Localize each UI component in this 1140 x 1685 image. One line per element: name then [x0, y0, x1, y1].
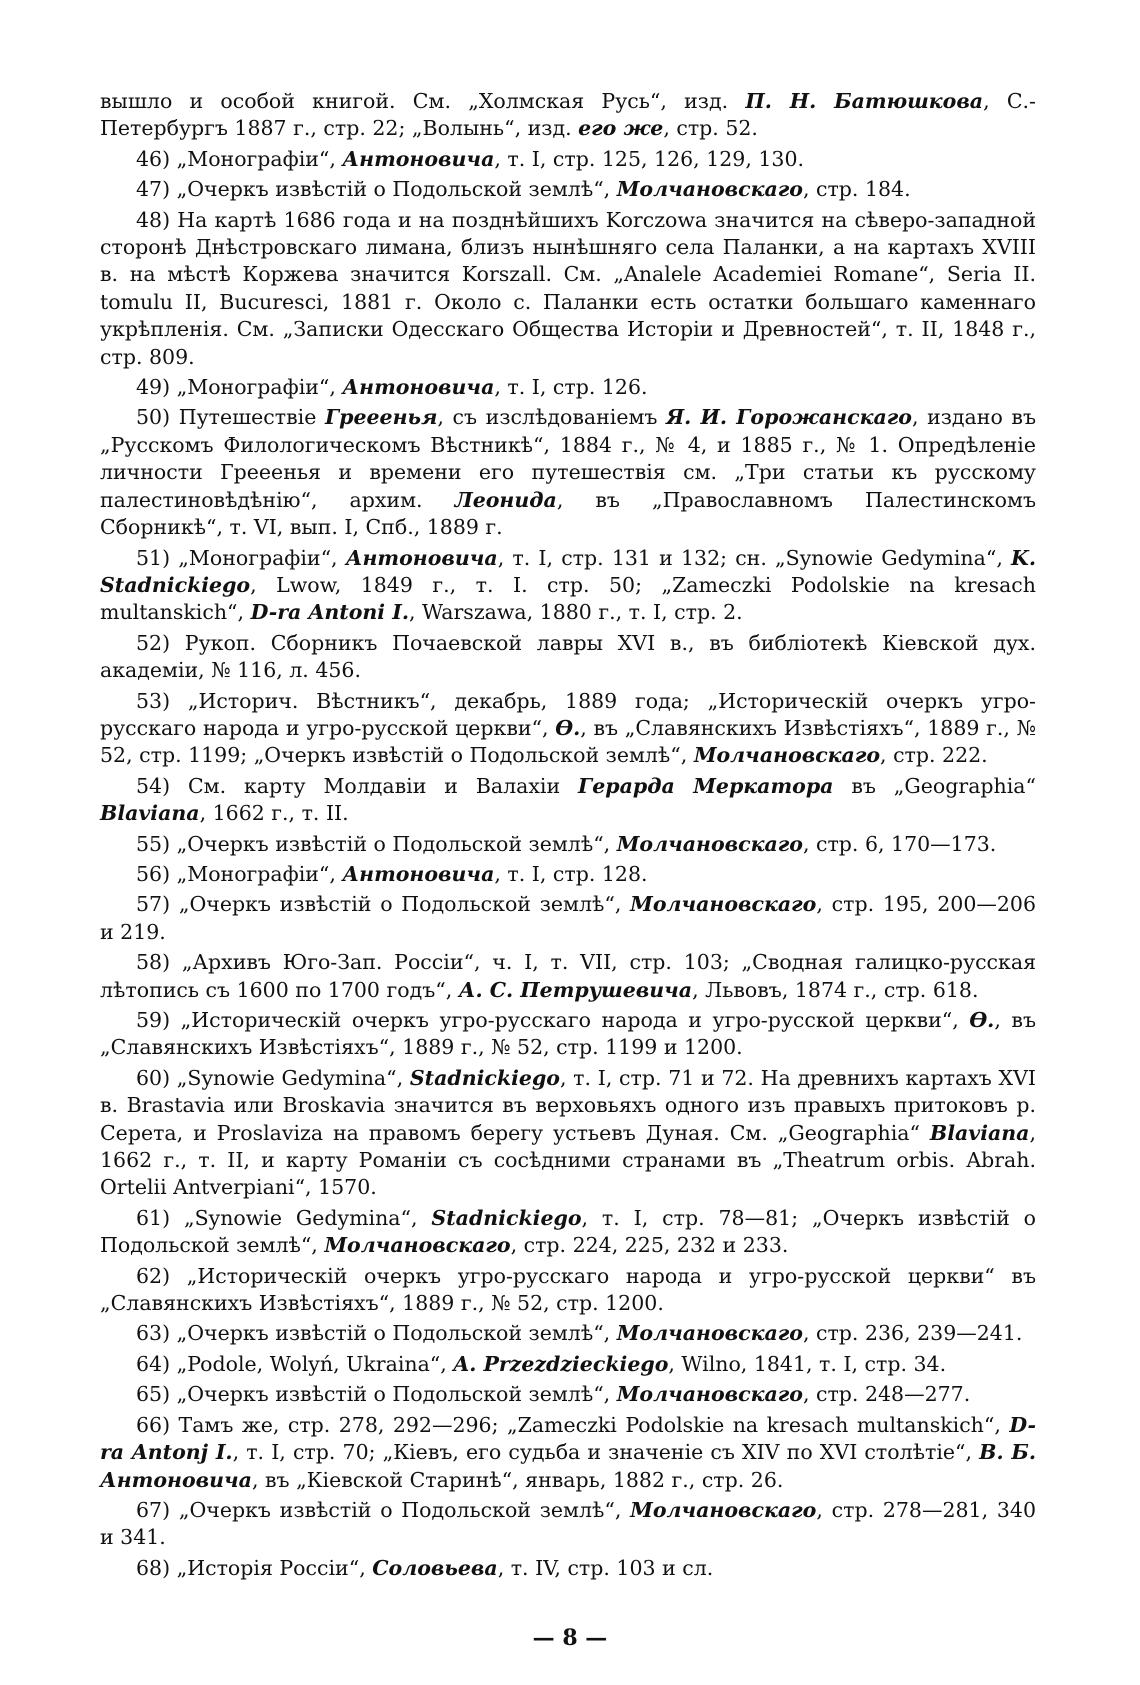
footnote: вышло и особой книгой. См. „Холмская Русь“, изд. П. Н. Батюшкова, С.-Петербургъ 1887 г., стр. 22; „Волынь“, изд. его же, стр. 52.: [100, 89, 1036, 141]
footnote: 61) „Synowie Gedymina“, Stadnickiego, т. I, стр. 78—81; „Очеркъ извѣстiй о Подольской землѣ“, Молчановскаго, стр. 224, 225, 232 и 233.: [100, 1205, 1036, 1258]
footnote: 50) Путешествiе Грееенья, съ изслѣдованiемъ Я. И. Горожанскаго, издано въ „Русскомъ Филологическомъ Вѣстникѣ“, 1884 г., № 4, и 1885 г., № 1. Опредѣленiе личности Грееенья и времени его путешествiя см. „Три статьи къ русскому палестиновѣдѣнiю“, архим. Леонида, въ „Православномъ Палестинскомъ Сборникѣ“, т. VI, вып. I, Спб., 1889 г.: [100, 405, 1037, 540]
footnote: 55) „Очеркъ извѣстiй о Подольской землѣ“, Молчановскаго, стр. 6, 170—173.: [136, 831, 997, 856]
footnote: 63) „Очеркъ извѣстiй о Подольской землѣ“, Молчановскаго, стр. 236, 239—241.: [136, 1321, 1023, 1346]
footnote: 66) Тамъ же, стр. 278, 292—296; „Zameczki Podolskie na kresach multanskich“, D-ra Antonj I., т. I, стр. 70; „Кiевъ, его судьба и значенiе съ XIV по XVI столѣтiе“, В. Б. Антоновича, въ „Кiевской Старинѣ“, январь, 1882 г., стр. 26.: [100, 1412, 1036, 1492]
footnote: 59) „Историческiй очеркъ угро-русскаго народа и угро-русской церкви“, Ѳ., въ „Славянскихъ Извѣстiяхъ“, 1889 г., № 52, стр. 1199 и 1200.: [100, 1008, 1036, 1060]
footnote: 58) „Архивъ Юго-Зап. Россiи“, ч. I, т. VII, стр. 103; „Сводная галицко-русская лѣтопись съ 1600 по 1700 годъ“, А. С. Петрушевича, Львовъ, 1874 г., стр. 618.: [100, 950, 1036, 1002]
footnote: 56) „Монографiи“, Антоновича, т. I, стр. 128.: [136, 861, 648, 886]
footnotes-list: [100, 88, 1036, 1582]
footnote: 64) „Podole, Wolyń, Ukraina“, A. Przezdzieckiego, Wilno, 1841, т. I, стр. 34.: [136, 1351, 947, 1376]
footnote: 65) „Очеркъ извѣстiй о Подольской землѣ“, Молчановскаго, стр. 248—277.: [136, 1382, 971, 1407]
footnote: 54) См. карту Молдавiи и Валахiи Герарда Меркатора въ „Geographia“ Blaviana, 1662 г., т. II.: [100, 773, 1037, 826]
page-number: — 8 —: [532, 1625, 608, 1651]
footnote: 62) „Историческiй очеркъ угро-русскаго народа и угро-русской церкви“ въ „Славянскихъ Извѣстiяхъ“, 1889 г., № 52, стр. 1200.: [100, 1263, 1036, 1316]
footnote: 47) „Очеркъ извѣстiй о Подольской землѣ“, Молчановскаго, стр. 184.: [136, 177, 911, 202]
footnote: 60) „Synowie Gedymina“, Stadnickiego, т. I, стр. 71 и 72. На древнихъ картахъ XVI в. Brastavia или Broskavia значится въ верховьяхъ одного изъ правыхъ притоковъ р. Серета, и Proslaviza на правомъ берегу устьевъ Дуная. См. „Geographia“ Blaviana, 1662 г., т. II, и карту Романiи съ сосѣдними странами въ „Theatrum orbis. Abrah. Ortelii Antverpiani“, 1570.: [100, 1065, 1037, 1200]
footnote: 53) „Историч. Вѣстникъ“, декабрь, 1889 года; „Историческiй очеркъ угро-русскаго народа и угро-русской церкви“, Ѳ., въ „Славянскихъ Извѣстiяхъ“, 1889 г., № 52, стр. 1199; „Очеркъ извѣстiй о Подольской землѣ“, Молчановскаго, стр. 222.: [100, 688, 1036, 768]
footnote: 52) Рукоп. Сборникъ Почаевской лавры XVI в., въ библiотекѣ Кiевской дух. академiи, № 116, л. 456.: [100, 630, 1036, 683]
footnote: 46) „Монографiи“, Антоновича, т. I, стр. 125, 126, 129, 130.: [136, 146, 805, 171]
footnote: 48) На картѣ 1686 года и на позднѣйшихъ Korczowa значится на сѣверо-западной сторонѣ Днѣстровскаго лимана, близъ нынѣшняго села Паланки, а на картахъ XVIII в. на мѣстѣ Коржева значится Korszall. См. „Analele Academiei Romane“, Seria II. tomulu II, Bucuresci, 1881 г. Около с. Паланки есть остатки большаго каменнаго укрѣпленiя. См. „Записки Одесскаго Общества Исторiи и Древностей“, т. II, 1848 г., стр. 809.: [100, 207, 1036, 369]
footnote: 51) „Монографiи“, Антоновича, т. I, стр. 131 и 132; сн. „Synowie Gedymina“, K. Stadnickiego, Lwow, 1849 г., т. I. стр. 50; „Zameczki Podolskie na kresach multanskich“, D-ra Antoni I., Warszawa, 1880 г., т. I, стр. 2.: [100, 545, 1036, 625]
footnote: 57) „Очеркъ извѣстiй о Подольской землѣ“, Молчановскаго, стр. 195, 200—206 и 219.: [100, 892, 1036, 944]
footnote: 49) „Монографiи“, Антоновича, т. I, стр. 126.: [136, 375, 648, 400]
footnote: 67) „Очеркъ извѣстiй о Подольской землѣ“, Молчановскаго, стр. 278—281, 340 и 341.: [100, 1497, 1036, 1550]
footnote: 68) „Исторiя Россiи“, Соловьева, т. IV, стр. 103 и сл.: [136, 1555, 714, 1580]
